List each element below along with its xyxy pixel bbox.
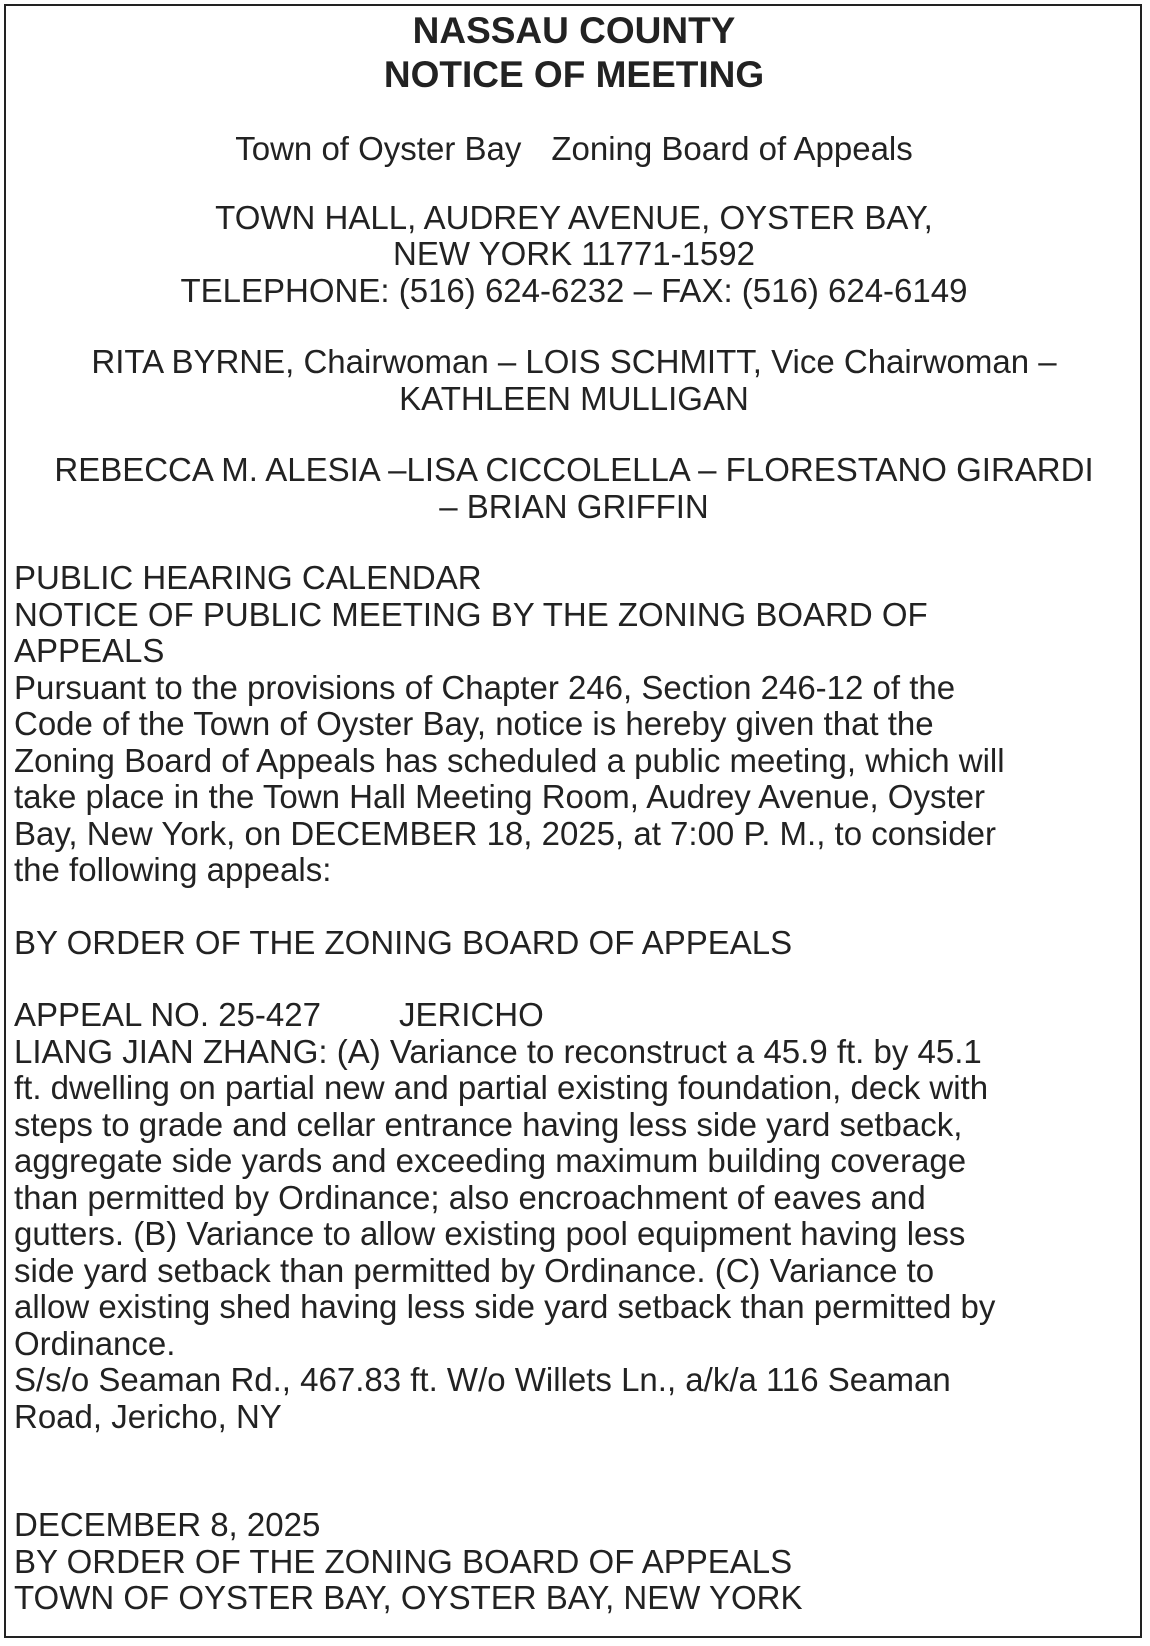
appeal-heading [14, 997, 1134, 1034]
address-line-1: TOWN HALL, AUDREY AVENUE, OYSTER BAY, [215, 198, 933, 236]
footer-town: TOWN OF OYSTER BAY, OYSTER BAY, NEW YORK [14, 1579, 803, 1616]
appeal-property: S/s/o Seaman Rd., 467.83 ft. W/o Willets Ln., a/k/a 116 Seaman Road, Jericho, NY [14, 1361, 951, 1435]
calendar-title: PUBLIC HEARING CALENDAR [14, 559, 482, 596]
calendar-section [14, 560, 1134, 889]
calendar-intro: Pursuant to the provisions of Chapter 246, Section 246-12 of the Code of the Town of Oyster Bay, notice is hereby given that the Zoning Board of Appeals has scheduled a public meeting, which will take place in the Town Hall Meeting Room, Audrey Avenue, Oyster Bay, New York, on DECEMBER 18, 2025, at 7:00 P. M., to consider the following appeals: [14, 668, 1005, 888]
header-title: NOTICE OF MEETING [383, 54, 765, 95]
members-row-2 [14, 452, 1134, 525]
board-town: Town of Oyster Bay [235, 130, 522, 167]
notice-header [14, 9, 1134, 97]
members-row-2-line-1: REBECCA M. ALESIA –LISA CICCOLELLA – FLORESTANO GIRARDI [54, 451, 1094, 488]
board-line [14, 131, 1134, 168]
calendar-subtitle-line-2: APPEALS [14, 632, 165, 669]
address-block [14, 200, 1134, 310]
board-name: Zoning Board of Appeals [551, 130, 913, 167]
telephone-fax: TELEPHONE: (516) 624-6232 – FAX: (516) 624-6149 [180, 271, 968, 309]
members-row-2-line-2: – BRIAN GRIFFIN [439, 487, 709, 525]
calendar-order: BY ORDER OF THE ZONING BOARD OF APPEALS [14, 923, 793, 961]
members-row-1-line-2: KATHLEEN MULLIGAN [399, 379, 749, 417]
calendar-subtitle-line-1: NOTICE OF PUBLIC MEETING BY THE ZONING BOARD OF [14, 595, 928, 633]
footer-block [14, 1507, 1134, 1617]
header-county: NASSAU COUNTY [412, 10, 736, 51]
appeal-location: JERICHO [398, 996, 544, 1033]
footer-date: DECEMBER 8, 2025 [14, 1506, 321, 1543]
members-row-1-line-1: RITA BYRNE, Chairwoman – LOIS SCHMITT, Vice Chairwoman – [91, 343, 1057, 380]
legal-notice [4, 4, 1142, 1638]
members-row-1 [14, 344, 1134, 417]
appeal-number: APPEAL NO. 25-427 [14, 996, 321, 1033]
address-line-2: NEW YORK 11771-1592 [393, 235, 755, 272]
footer-order: BY ORDER OF THE ZONING BOARD OF APPEALS [14, 1542, 793, 1580]
appeal-description: LIANG JIAN ZHANG: (A) Variance to reconstruct a 45.9 ft. by 45.1 ft. dwelling on partial new and partial existing foundation, deck with steps to grade and cellar entrance having less side yard setback, aggregate side yards and exceeding maximum building coverage than permitted by Ordinance; also encroachment of eaves and gutters. (B) Variance to allow existing pool equipment having less side yard setback than permitted by Ordinance. (C) Variance to allow existing shed having less side yard setback than permitted by Ordinance. [14, 1032, 996, 1362]
